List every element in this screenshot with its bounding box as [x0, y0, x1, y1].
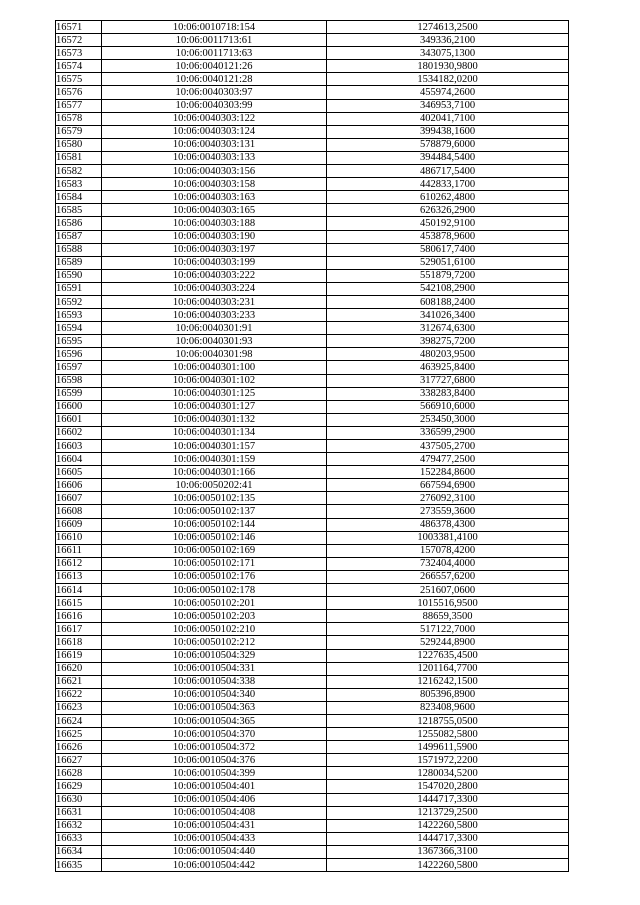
value-cell: 1201164,7700 — [327, 662, 569, 675]
row-number-cell: 16585 — [56, 204, 102, 217]
table-row — [56, 649, 569, 662]
cadastral-number-cell: 10:06:0050102:178 — [102, 584, 327, 597]
value-cell: 1003381,4100 — [327, 531, 569, 544]
table-row — [56, 151, 569, 164]
table-row — [56, 518, 569, 531]
row-number-cell: 16605 — [56, 466, 102, 479]
table-row — [56, 217, 569, 230]
cadastral-number-cell: 10:06:0050102:135 — [102, 492, 327, 505]
table-row — [56, 348, 569, 361]
table-row — [56, 440, 569, 453]
table-row — [56, 531, 569, 544]
value-cell: 1015516,9500 — [327, 597, 569, 610]
cadastral-number-cell: 10:06:0010504:431 — [102, 819, 327, 832]
cadastral-number-cell: 10:06:0040303:158 — [102, 178, 327, 191]
row-number-cell: 16630 — [56, 793, 102, 806]
cadastral-number-cell: 10:06:0010504:370 — [102, 728, 327, 741]
cadastral-number-cell: 10:06:0050202:41 — [102, 479, 327, 492]
value-cell: 486378,4300 — [327, 518, 569, 531]
row-number-cell: 16594 — [56, 322, 102, 335]
row-number-cell: 16573 — [56, 47, 102, 60]
row-number-cell: 16588 — [56, 243, 102, 256]
row-number-cell: 16627 — [56, 754, 102, 767]
cadastral-number-cell: 10:06:0040303:163 — [102, 191, 327, 204]
row-number-cell: 16582 — [56, 165, 102, 178]
value-cell: 542108,2900 — [327, 282, 569, 295]
cadastral-number-cell: 10:06:0040121:26 — [102, 60, 327, 73]
row-number-cell: 16583 — [56, 178, 102, 191]
row-number-cell: 16633 — [56, 832, 102, 845]
table-row — [56, 269, 569, 282]
table-row — [56, 295, 569, 308]
table-row — [56, 544, 569, 557]
table-row — [56, 675, 569, 688]
table-row — [56, 335, 569, 348]
cadastral-number-cell: 10:06:0040303:133 — [102, 151, 327, 164]
value-cell: 1444717,3300 — [327, 793, 569, 806]
row-number-cell: 16628 — [56, 767, 102, 780]
table-row — [56, 256, 569, 269]
value-cell: 276092,3100 — [327, 492, 569, 505]
table-row — [56, 47, 569, 60]
table-row — [56, 859, 569, 872]
table-row — [56, 125, 569, 138]
value-cell: 343075,1300 — [327, 47, 569, 60]
value-cell: 823408,9600 — [327, 701, 569, 714]
cadastral-number-cell: 10:06:0010504:329 — [102, 649, 327, 662]
table-row — [56, 806, 569, 819]
cadastral-number-cell: 10:06:0010504:442 — [102, 859, 327, 872]
cadastral-number-cell: 10:06:0050102:137 — [102, 505, 327, 518]
table-row — [56, 728, 569, 741]
table-row — [56, 557, 569, 570]
table-row — [56, 479, 569, 492]
table-row — [56, 845, 569, 858]
table-row — [56, 165, 569, 178]
table-row — [56, 178, 569, 191]
row-number-cell: 16597 — [56, 361, 102, 374]
value-cell: 349336,2100 — [327, 34, 569, 47]
value-cell: 402041,7100 — [327, 112, 569, 125]
row-number-cell: 16575 — [56, 73, 102, 86]
value-cell: 399438,1600 — [327, 125, 569, 138]
row-number-cell: 16625 — [56, 728, 102, 741]
value-cell: 1801930,9800 — [327, 60, 569, 73]
row-number-cell: 16578 — [56, 112, 102, 125]
value-cell: 338283,8400 — [327, 387, 569, 400]
cadastral-number-cell: 10:06:0040303:199 — [102, 256, 327, 269]
table-row — [56, 387, 569, 400]
row-number-cell: 16598 — [56, 374, 102, 387]
table-row — [56, 623, 569, 636]
cadastral-number-cell: 10:06:0011713:61 — [102, 34, 327, 47]
cadastral-number-cell: 10:06:0040301:93 — [102, 335, 327, 348]
value-cell: 273559,3600 — [327, 505, 569, 518]
value-cell: 1444717,3300 — [327, 832, 569, 845]
row-number-cell: 16599 — [56, 387, 102, 400]
row-number-cell: 16596 — [56, 348, 102, 361]
row-number-cell: 16611 — [56, 544, 102, 557]
table-row — [56, 112, 569, 125]
row-number-cell: 16634 — [56, 845, 102, 858]
table-row — [56, 636, 569, 649]
row-number-cell: 16579 — [56, 125, 102, 138]
cadastral-number-cell: 10:06:0040303:97 — [102, 86, 327, 99]
row-number-cell: 16586 — [56, 217, 102, 230]
row-number-cell: 16624 — [56, 714, 102, 727]
cadastral-number-cell: 10:06:0010504:372 — [102, 741, 327, 754]
value-cell: 479477,2500 — [327, 453, 569, 466]
cadastral-number-cell: 10:06:0010504:365 — [102, 714, 327, 727]
row-number-cell: 16584 — [56, 191, 102, 204]
cadastral-number-cell: 10:06:0050102:203 — [102, 610, 327, 623]
row-number-cell: 16591 — [56, 282, 102, 295]
table-row — [56, 780, 569, 793]
value-cell: 1547020,2800 — [327, 780, 569, 793]
cadastral-number-cell: 10:06:0050102:176 — [102, 570, 327, 583]
cadastral-number-cell: 10:06:0010504:376 — [102, 754, 327, 767]
cadastral-number-cell: 10:06:0040121:28 — [102, 73, 327, 86]
cadastral-number-cell: 10:06:0040303:99 — [102, 99, 327, 112]
table-row — [56, 413, 569, 426]
cadastral-number-cell: 10:06:0010504:363 — [102, 701, 327, 714]
row-number-cell: 16576 — [56, 86, 102, 99]
row-number-cell: 16600 — [56, 400, 102, 413]
cadastral-number-cell: 10:06:0040301:132 — [102, 413, 327, 426]
cadastral-number-cell: 10:06:0050102:210 — [102, 623, 327, 636]
table-body — [56, 21, 569, 872]
table-row — [56, 34, 569, 47]
table-row — [56, 662, 569, 675]
value-cell: 336599,2900 — [327, 426, 569, 439]
table-row — [56, 793, 569, 806]
table-row — [56, 505, 569, 518]
cadastral-number-cell: 10:06:0040303:231 — [102, 295, 327, 308]
cadastral-number-cell: 10:06:0040301:134 — [102, 426, 327, 439]
table-row — [56, 243, 569, 256]
table-row — [56, 138, 569, 151]
cadastral-number-cell: 10:06:0010504:406 — [102, 793, 327, 806]
cadastral-number-cell: 10:06:0040303:156 — [102, 165, 327, 178]
value-cell: 551879,7200 — [327, 269, 569, 282]
value-cell: 732404,4000 — [327, 557, 569, 570]
row-number-cell: 16607 — [56, 492, 102, 505]
cadastral-value-table — [55, 20, 569, 872]
table-row — [56, 584, 569, 597]
cadastral-number-cell: 10:06:0040301:159 — [102, 453, 327, 466]
value-cell: 463925,8400 — [327, 361, 569, 374]
table-row — [56, 230, 569, 243]
row-number-cell: 16635 — [56, 859, 102, 872]
value-cell: 312674,6300 — [327, 322, 569, 335]
cadastral-number-cell: 10:06:0011713:63 — [102, 47, 327, 60]
table-row — [56, 714, 569, 727]
value-cell: 317727,6800 — [327, 374, 569, 387]
table-row — [56, 741, 569, 754]
cadastral-number-cell: 10:06:0010504:433 — [102, 832, 327, 845]
value-cell: 442833,1700 — [327, 178, 569, 191]
row-number-cell: 16592 — [56, 295, 102, 308]
value-cell: 805396,8900 — [327, 688, 569, 701]
row-number-cell: 16603 — [56, 440, 102, 453]
value-cell: 1213729,2500 — [327, 806, 569, 819]
table-row — [56, 73, 569, 86]
row-number-cell: 16613 — [56, 570, 102, 583]
value-cell: 346953,7100 — [327, 99, 569, 112]
value-cell: 566910,6000 — [327, 400, 569, 413]
value-cell: 480203,9500 — [327, 348, 569, 361]
value-cell: 1255082,5800 — [327, 728, 569, 741]
row-number-cell: 16618 — [56, 636, 102, 649]
value-cell: 251607,0600 — [327, 584, 569, 597]
cadastral-number-cell: 10:06:0050102:171 — [102, 557, 327, 570]
row-number-cell: 16620 — [56, 662, 102, 675]
row-number-cell: 16587 — [56, 230, 102, 243]
row-number-cell: 16580 — [56, 138, 102, 151]
cadastral-number-cell: 10:06:0010504:331 — [102, 662, 327, 675]
table-row — [56, 610, 569, 623]
row-number-cell: 16581 — [56, 151, 102, 164]
value-cell: 1571972,2200 — [327, 754, 569, 767]
cadastral-number-cell: 10:06:0040303:197 — [102, 243, 327, 256]
value-cell: 667594,6900 — [327, 479, 569, 492]
cadastral-number-cell: 10:06:0040301:157 — [102, 440, 327, 453]
table-row — [56, 21, 569, 34]
value-cell: 1274613,2500 — [327, 21, 569, 34]
value-cell: 1534182,0200 — [327, 73, 569, 86]
value-cell: 453878,9600 — [327, 230, 569, 243]
cadastral-number-cell: 10:06:0010718:154 — [102, 21, 327, 34]
cadastral-number-cell: 10:06:0040303:188 — [102, 217, 327, 230]
value-cell: 1280034,5200 — [327, 767, 569, 780]
cadastral-number-cell: 10:06:0040303:124 — [102, 125, 327, 138]
table-row — [56, 400, 569, 413]
row-number-cell: 16614 — [56, 584, 102, 597]
row-number-cell: 16595 — [56, 335, 102, 348]
value-cell: 455974,2600 — [327, 86, 569, 99]
row-number-cell: 16577 — [56, 99, 102, 112]
table-row — [56, 99, 569, 112]
cadastral-number-cell: 10:06:0040301:125 — [102, 387, 327, 400]
value-cell: 1216242,1500 — [327, 675, 569, 688]
row-number-cell: 16608 — [56, 505, 102, 518]
cadastral-number-cell: 10:06:0040301:98 — [102, 348, 327, 361]
row-number-cell: 16589 — [56, 256, 102, 269]
value-cell: 398275,7200 — [327, 335, 569, 348]
row-number-cell: 16619 — [56, 649, 102, 662]
row-number-cell: 16617 — [56, 623, 102, 636]
row-number-cell: 16623 — [56, 701, 102, 714]
cadastral-number-cell: 10:06:0040301:91 — [102, 322, 327, 335]
value-cell: 1218755,0500 — [327, 714, 569, 727]
cadastral-number-cell: 10:06:0040301:102 — [102, 374, 327, 387]
row-number-cell: 16604 — [56, 453, 102, 466]
row-number-cell: 16615 — [56, 597, 102, 610]
row-number-cell: 16590 — [56, 269, 102, 282]
row-number-cell: 16631 — [56, 806, 102, 819]
value-cell: 580617,7400 — [327, 243, 569, 256]
table-row — [56, 86, 569, 99]
value-cell: 1227635,4500 — [327, 649, 569, 662]
value-cell: 341026,3400 — [327, 309, 569, 322]
row-number-cell: 16616 — [56, 610, 102, 623]
row-number-cell: 16622 — [56, 688, 102, 701]
value-cell: 610262,4800 — [327, 191, 569, 204]
row-number-cell: 16629 — [56, 780, 102, 793]
table-row — [56, 60, 569, 73]
table-row — [56, 754, 569, 767]
value-cell: 1422260,5800 — [327, 859, 569, 872]
row-number-cell: 16572 — [56, 34, 102, 47]
table-row — [56, 492, 569, 505]
table-row — [56, 309, 569, 322]
cadastral-number-cell: 10:06:0010504:338 — [102, 675, 327, 688]
row-number-cell: 16626 — [56, 741, 102, 754]
row-number-cell: 16602 — [56, 426, 102, 439]
cadastral-number-cell: 10:06:0010504:401 — [102, 780, 327, 793]
row-number-cell: 16571 — [56, 21, 102, 34]
cadastral-number-cell: 10:06:0040303:131 — [102, 138, 327, 151]
row-number-cell: 16574 — [56, 60, 102, 73]
row-number-cell: 16632 — [56, 819, 102, 832]
cadastral-number-cell: 10:06:0040301:127 — [102, 400, 327, 413]
cadastral-number-cell: 10:06:0040301:166 — [102, 466, 327, 479]
table-row — [56, 688, 569, 701]
row-number-cell: 16601 — [56, 413, 102, 426]
table-row — [56, 453, 569, 466]
value-cell: 529051,6100 — [327, 256, 569, 269]
cadastral-number-cell: 10:06:0040301:100 — [102, 361, 327, 374]
value-cell: 529244,8900 — [327, 636, 569, 649]
table-row — [56, 426, 569, 439]
cadastral-number-cell: 10:06:0040303:165 — [102, 204, 327, 217]
table-row — [56, 570, 569, 583]
table-row — [56, 204, 569, 217]
value-cell: 253450,3000 — [327, 413, 569, 426]
cadastral-number-cell: 10:06:0050102:146 — [102, 531, 327, 544]
table-row — [56, 374, 569, 387]
cadastral-number-cell: 10:06:0040303:222 — [102, 269, 327, 282]
cadastral-number-cell: 10:06:0040303:190 — [102, 230, 327, 243]
value-cell: 486717,5400 — [327, 165, 569, 178]
value-cell: 1422260,5800 — [327, 819, 569, 832]
cadastral-number-cell: 10:06:0050102:144 — [102, 518, 327, 531]
table-row — [56, 597, 569, 610]
cadastral-number-cell: 10:06:0010504:408 — [102, 806, 327, 819]
value-cell: 578879,6000 — [327, 138, 569, 151]
value-cell: 266557,6200 — [327, 570, 569, 583]
table-row — [56, 819, 569, 832]
row-number-cell: 16621 — [56, 675, 102, 688]
value-cell: 157078,4200 — [327, 544, 569, 557]
value-cell: 608188,2400 — [327, 295, 569, 308]
value-cell: 88659,3500 — [327, 610, 569, 623]
table-row — [56, 832, 569, 845]
table-row — [56, 361, 569, 374]
table-row — [56, 282, 569, 295]
value-cell: 437505,2700 — [327, 440, 569, 453]
cadastral-number-cell: 10:06:0050102:201 — [102, 597, 327, 610]
table-row — [56, 191, 569, 204]
value-cell: 1367366,3100 — [327, 845, 569, 858]
value-cell: 626326,2900 — [327, 204, 569, 217]
row-number-cell: 16610 — [56, 531, 102, 544]
table-row — [56, 466, 569, 479]
cadastral-number-cell: 10:06:0010504:399 — [102, 767, 327, 780]
row-number-cell: 16593 — [56, 309, 102, 322]
cadastral-number-cell: 10:06:0040303:224 — [102, 282, 327, 295]
cadastral-number-cell: 10:06:0050102:212 — [102, 636, 327, 649]
table-row — [56, 322, 569, 335]
cadastral-number-cell: 10:06:0050102:169 — [102, 544, 327, 557]
value-cell: 394484,5400 — [327, 151, 569, 164]
table-row — [56, 701, 569, 714]
value-cell: 517122,7000 — [327, 623, 569, 636]
value-cell: 152284,8600 — [327, 466, 569, 479]
value-cell: 1499611,5900 — [327, 741, 569, 754]
cadastral-number-cell: 10:06:0040303:233 — [102, 309, 327, 322]
cadastral-number-cell: 10:06:0010504:440 — [102, 845, 327, 858]
cadastral-number-cell: 10:06:0010504:340 — [102, 688, 327, 701]
row-number-cell: 16612 — [56, 557, 102, 570]
row-number-cell: 16609 — [56, 518, 102, 531]
value-cell: 450192,9100 — [327, 217, 569, 230]
row-number-cell: 16606 — [56, 479, 102, 492]
cadastral-number-cell: 10:06:0040303:122 — [102, 112, 327, 125]
table-row — [56, 767, 569, 780]
